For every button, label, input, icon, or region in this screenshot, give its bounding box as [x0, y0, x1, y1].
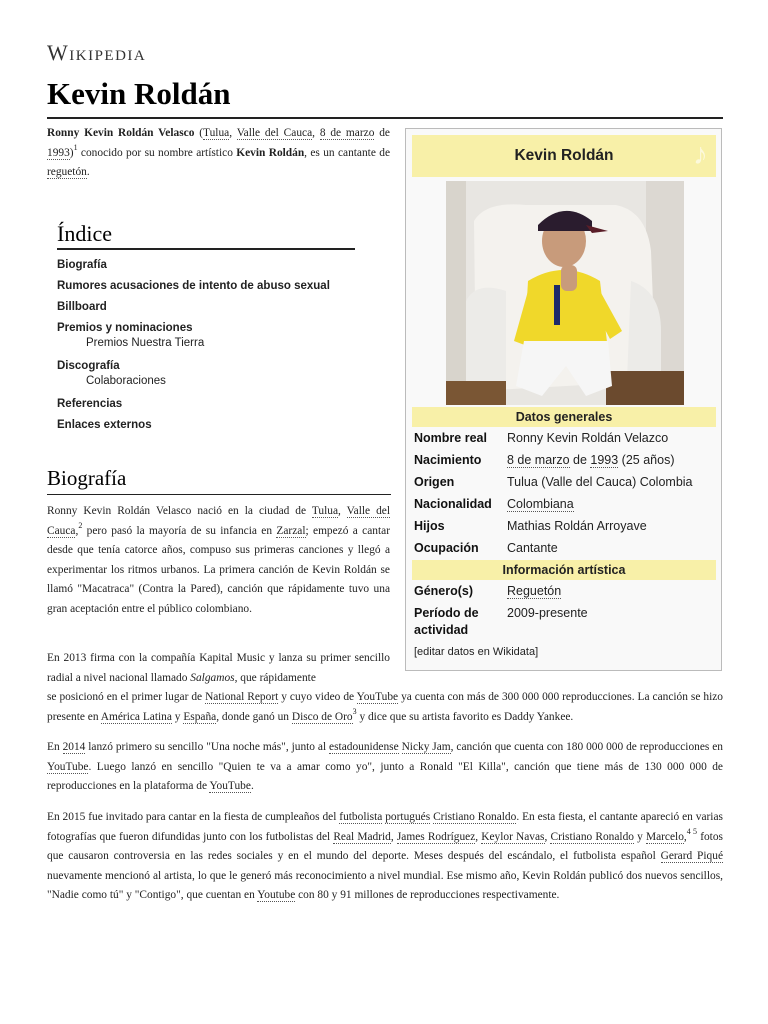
link-espana[interactable]: España [183, 710, 217, 723]
infobox-key: Hijos [414, 519, 445, 533]
infobox-value: Tulua (Valle del Cauca) Colombia [507, 475, 693, 489]
bio-text: En 2013 firma con la compañía Kapital Music y lanza su primer sencillo radial a nivel nacional llamado [47, 652, 390, 684]
link-birth-date[interactable]: 8 de marzo [319, 127, 375, 139]
ref-1[interactable]: 1 [73, 142, 78, 152]
link-futbolista[interactable]: futbolista [339, 811, 383, 823]
bio-paragraph-4 [47, 808, 723, 906]
link-marcelo[interactable]: Marcelo [645, 830, 684, 843]
bio-text: , [475, 830, 482, 843]
link-america-latina[interactable]: América Latina [100, 710, 172, 723]
toc-divider [57, 248, 355, 250]
toc-subitem-premios-nuestra-tierra[interactable]: Premios Nuestra Tierra [86, 337, 205, 349]
bio-text: , [390, 830, 397, 843]
infobox-row-nacionalidad [414, 496, 714, 514]
infobox-value: Mathias Roldán Arroyave [507, 519, 647, 533]
link-birth-year[interactable]: 1993 [590, 453, 619, 467]
toc-item-biografia[interactable]: Biografía [57, 259, 107, 271]
table-of-contents [57, 255, 330, 436]
link-youtube[interactable]: YouTube [356, 691, 399, 703]
infobox-key: Período de actividad [414, 606, 479, 637]
link-valle-del-cauca[interactable]: Valle del Cauca [236, 127, 313, 139]
link-zarzal[interactable]: Zarzal [276, 524, 306, 537]
bio-text: , canción que cuenta con 180 000 000 de reproducciones en [450, 741, 723, 753]
bio-text: y [171, 710, 184, 723]
link-real-madrid[interactable]: Real Madrid [333, 830, 391, 843]
toc-item-billboard[interactable]: Billboard [57, 301, 107, 313]
wikipedia-wordmark[interactable]: Wikipedia [47, 40, 147, 65]
link-estadounidense[interactable]: estadounidense [329, 741, 399, 753]
infobox-row-nombre-real [414, 430, 714, 448]
infobox-row-origen [414, 474, 714, 492]
link-tulua[interactable]: Tulua [203, 127, 230, 139]
infobox-value [507, 583, 717, 600]
artist-photo[interactable] [446, 181, 684, 405]
link-2014[interactable]: 2014 [62, 741, 86, 753]
link-keylor-navas[interactable]: Keylor Navas [481, 830, 545, 843]
infobox-value [507, 452, 717, 469]
link-colombiana[interactable]: Colombiana [507, 497, 574, 511]
bio-paragraph-3 [47, 738, 723, 797]
infobox-key: Ocupación [414, 541, 479, 555]
infobox-row-nacimiento [414, 452, 714, 470]
bio-paragraph-1 [47, 502, 390, 619]
bio-text: , [683, 830, 687, 843]
toc-item-referencias[interactable]: Referencias [57, 398, 123, 410]
link-james-rodriguez[interactable]: James Rodríguez [396, 830, 476, 843]
intro-text: conocido por su nombre artístico [77, 146, 237, 159]
bio-text: , que rápidamente [234, 671, 316, 684]
infobox-row-periodo [414, 605, 714, 641]
infobox-value [507, 496, 717, 513]
infobox-key: Nacionalidad [414, 497, 492, 511]
infobox-text: de [569, 453, 591, 467]
ref-2[interactable]: 2 [78, 520, 83, 530]
link-youtube[interactable]: Youtube [257, 889, 296, 901]
toc-item-rumores[interactable]: Rumores acusaciones de intento de abuso sexual [57, 280, 330, 292]
link-birth-year[interactable]: 1993 [47, 146, 70, 159]
infobox-section-informacion-artistica: Información artística [412, 560, 716, 580]
link-cristiano-ronaldo[interactable]: Cristiano Ronaldo [433, 811, 517, 823]
infobox-age: (25 años) [618, 453, 675, 467]
toc-item-discografia[interactable]: Discografía [57, 360, 120, 372]
song-salgamos: Salgamos [190, 671, 235, 684]
infobox-key: Nombre real [414, 431, 487, 445]
toc-item-enlaces[interactable]: Enlaces externos [57, 419, 152, 431]
bio-text: y dice que su artista favorito es Daddy Yankee. [356, 710, 574, 723]
toc-title: Índice [57, 221, 112, 246]
section-divider [47, 494, 391, 495]
bio-text: . Luego lanzó en sencillo "Quien te va a amar como yo", junto a Ronald "El Killa", canción que tiene más de 130 000 000 de reproducciones en la plataforma de [47, 760, 723, 792]
title-divider [47, 117, 723, 119]
infobox-value: Ronny Kevin Roldán Velazco [507, 431, 669, 445]
infobox-section-datos-generales: Datos generales [412, 407, 716, 427]
bio-text: ya cuenta con más de 300 000 000 reproducciones. La canción se hizo presente en [47, 691, 723, 723]
bio-text: Ronny Kevin Roldán Velasco nació en la ciudad de [47, 505, 312, 517]
intro-text: , [312, 127, 320, 139]
intro-bold-artist: Kevin Roldán [236, 146, 305, 159]
music-note-icon: ♪ [693, 138, 708, 171]
bio-text: se posicionó en el primer lugar de [47, 691, 206, 703]
ref-4-5[interactable]: 4 5 [686, 826, 698, 836]
bio-text: y [633, 830, 646, 843]
link-nicky-jam[interactable]: Nicky Jam [401, 741, 451, 753]
intro-bold-name: Ronny Kevin Roldán Velasco [47, 127, 195, 139]
bio-text: fotos que causaron controversia en las redes sociales y en el mundo del deporte. Meses después del escándalo, el futbolista español [47, 830, 723, 862]
artist-photo-illustration [446, 181, 684, 405]
toc-item-premios[interactable]: Premios y nominaciones [57, 322, 193, 334]
link-regueton[interactable]: reguetón [47, 166, 87, 178]
bio-text: nuevamente mencionó al artista, lo que le generó más reconocimiento a nivel mundial. Ese mismo año, Kevin Roldán publicó dos nuevos sencillos, "Nadie como tú" y "Contigo", que cuentan en [47, 869, 723, 901]
infobox-header [412, 135, 716, 177]
bio-text: En 2015 fue invitado para cantar en la fiesta de cumpleaños del [47, 811, 340, 823]
link-gerard-pique[interactable]: Gerard Piqué [660, 850, 723, 862]
link-portugues[interactable]: portugués [385, 811, 431, 823]
intro-text: de [374, 127, 390, 139]
intro-text: ) [69, 146, 74, 159]
intro-text: , es un cantante de [304, 146, 391, 159]
bio-text: pero pasó la mayoría de su infancia en [82, 524, 277, 537]
bio-text: ; empezó a cantar desde que tenía catorce años, compuso sus primeras canciones y llegó a experimentar los ritmos urbanos. La primera canción de Kevin Roldán se llamó "Macatraca" (Contra la Pared), canción que rápidamente tuvo una gran aceptación entre el público colombiano. [47, 524, 390, 615]
infobox-key: Género(s) [414, 584, 474, 598]
link-tulua[interactable]: Tulua [311, 505, 339, 517]
bio2-wrap [47, 649, 390, 688]
link-regueton[interactable]: Reguetón [507, 584, 562, 598]
intro-text: ( [194, 127, 204, 139]
infobox-row-genero [414, 583, 714, 601]
edit-wikidata-link[interactable]: [editar datos en Wikidata] [414, 646, 539, 658]
intro-text: , [229, 127, 237, 139]
page-title: Kevin Roldán [47, 76, 231, 111]
bio-text: y cuyo video de [278, 691, 357, 703]
link-youtube[interactable]: YouTube [47, 760, 89, 773]
link-valle-del-cauca[interactable]: Valle del Cauca [47, 505, 390, 537]
bio-text: , donde ganó un [216, 710, 292, 723]
bio-text: , [75, 524, 79, 537]
bio-text: En [47, 741, 63, 753]
bio-text: . [250, 780, 254, 792]
bio-text: con 80 y 91 millones de reproducciones respectivamente. [295, 889, 560, 901]
infobox-name: Kevin Roldán [514, 147, 614, 164]
link-birth-date[interactable]: 8 de marzo [507, 453, 570, 467]
link-youtube[interactable]: YouTube [209, 780, 251, 792]
bio-text: , [544, 830, 551, 843]
infobox-value: 2009-presente [507, 606, 588, 620]
infobox-key: Nacimiento [414, 453, 482, 467]
infobox-row-ocupacion [414, 540, 714, 558]
intro-text: . [86, 166, 90, 178]
infobox-row-hijos [414, 518, 714, 536]
ref-3[interactable]: 3 [352, 706, 357, 716]
bio-text: . En esta fiesta, el cantante apareció en varias fotografías que fueron difundidas junto con los futbolistas del [47, 811, 723, 843]
toc-subitem-colaboraciones[interactable]: Colaboraciones [86, 375, 166, 387]
infobox-key: Origen [414, 475, 455, 489]
section-heading-biografia: Biografía [47, 466, 127, 490]
infobox-value: Cantante [507, 541, 558, 555]
link-cristiano-ronaldo[interactable]: Cristiano Ronaldo [550, 830, 634, 843]
intro-paragraph [47, 124, 390, 183]
bio-text: lanzó primero su sencillo "Una noche más", junto al [85, 741, 330, 753]
link-disco-de-oro[interactable]: Disco de Oro [291, 710, 353, 723]
bio-text: , [338, 505, 347, 517]
link-national-report[interactable]: National Report [205, 691, 279, 703]
